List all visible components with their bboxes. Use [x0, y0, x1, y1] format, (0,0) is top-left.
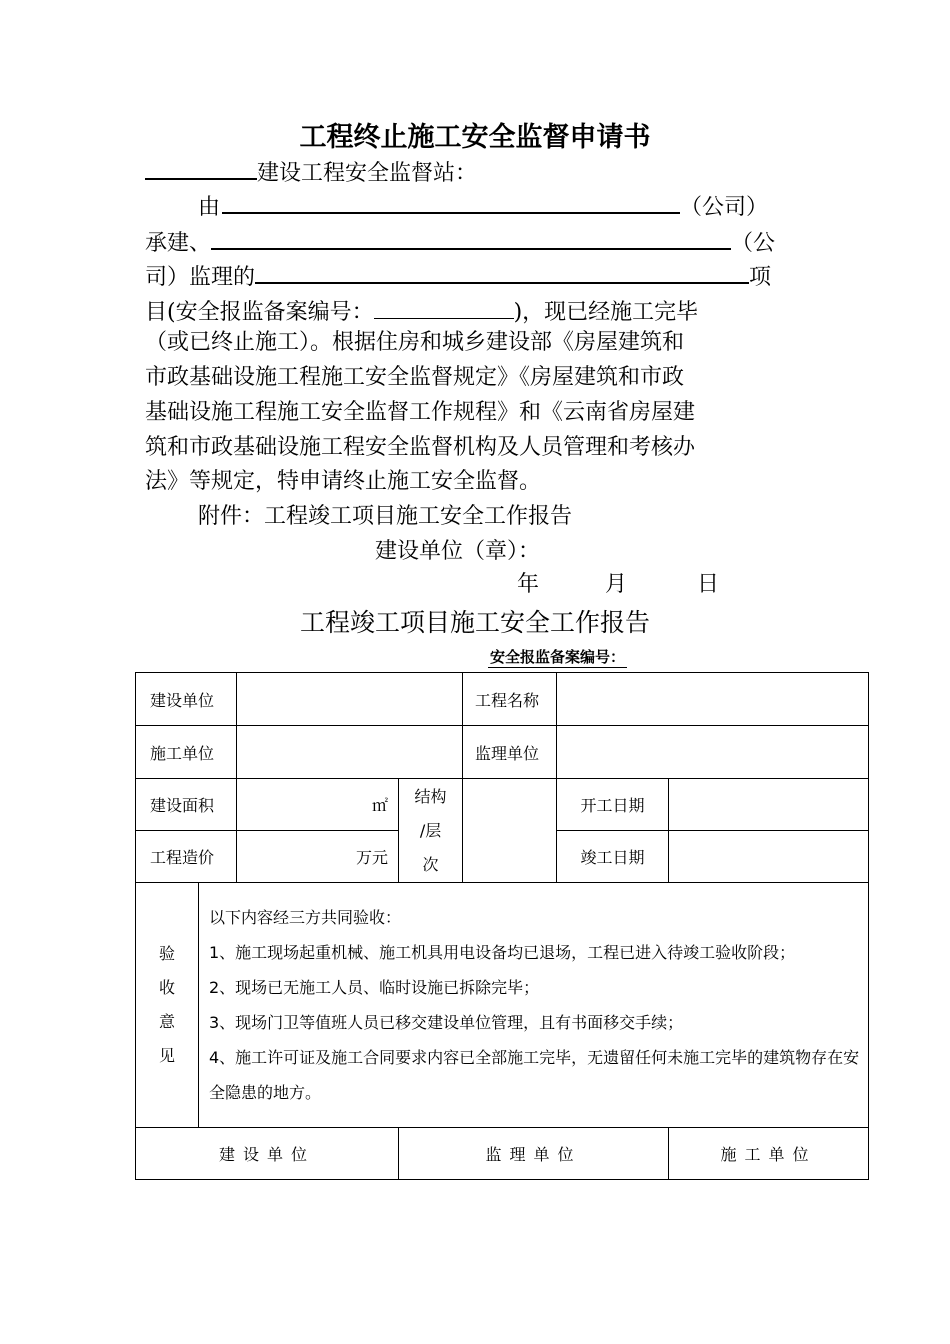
contractor-prefix: 承建、 — [145, 231, 212, 256]
body-line-4: 筑和市政基础设施工程安全监督机构及人员管理和考核办 — [145, 435, 696, 460]
addressee-suffix: 建设工程安全监督站： — [257, 161, 478, 186]
body-line-1: （或已终止施工）。根据住房和城乡建设部《房屋建筑和 — [145, 330, 685, 355]
label-structure-floors: 结构 /层 次 — [399, 779, 463, 883]
builder-suffix: （公司） — [680, 195, 769, 220]
report-table — [135, 672, 869, 1180]
table-row — [136, 883, 869, 1128]
construction-unit-cell[interactable] — [237, 673, 463, 726]
contractor-company-blank[interactable] — [211, 222, 731, 250]
body-line-5: 法》等规定，特申请终止施工安全监督。 — [145, 469, 542, 494]
table-row — [136, 779, 869, 831]
builder-unit-cell[interactable] — [237, 726, 463, 779]
label-construction-unit: 建设单位 — [136, 673, 237, 726]
report-record-number-label: 安全报监备案编号： — [490, 648, 626, 666]
application-title: 工程终止施工安全监督申请书 — [299, 122, 651, 153]
label-start-date: 开工日期 — [557, 779, 669, 831]
start-date-cell[interactable] — [669, 779, 869, 831]
label-completion-date: 竣工日期 — [557, 831, 669, 883]
contractor-suffix: （公 — [731, 231, 776, 256]
supervisor-prefix: 司）监理的 — [145, 265, 256, 290]
label-builder-unit: 施工单位 — [136, 726, 237, 779]
record-suffix: )，现已经施工完毕 — [513, 300, 699, 325]
supervisor-suffix: 项 — [749, 265, 772, 290]
signatory-builder-unit[interactable]: 施工单位 — [669, 1128, 869, 1180]
report-title: 工程竣工项目施工安全工作报告 — [299, 608, 650, 637]
body-line-2: 市政基础设施工程施工安全监督规定》《房屋建筑和市政 — [145, 365, 685, 390]
supervisor-line — [145, 256, 771, 295]
signature-line: 建设单位（章）： — [375, 539, 541, 564]
supervision-unit-cell[interactable] — [557, 726, 869, 779]
structure-floors-cell[interactable] — [463, 779, 557, 883]
acceptance-item-2: 2、现场已无施工人员、临时设施已拆除完毕； — [209, 978, 540, 997]
table-row — [136, 1128, 869, 1180]
label-building-area: 建设面积 — [136, 779, 237, 831]
table-row — [136, 673, 869, 726]
date-month: 月 — [605, 572, 628, 597]
body-line-3: 基础设施工程施工安全监督工作规程》和《云南省房屋建 — [145, 400, 696, 425]
completion-date-cell[interactable] — [669, 831, 869, 883]
signatory-supervision-unit[interactable]: 监理单位 — [399, 1128, 669, 1180]
record-number-blank[interactable] — [374, 292, 514, 319]
project-cost-cell[interactable]: 万元 — [237, 831, 399, 883]
builder-line — [198, 186, 768, 225]
label-acceptance-opinion: 验 收 意 见 — [136, 883, 199, 1128]
acceptance-item-1: 1、施工现场起重机械、施工机具用电设备均已退场，工程已进入待竣工验收阶段； — [209, 943, 796, 962]
acceptance-item-3: 3、现场门卫等值班人员已移交建设单位管理，且有书面移交手续； — [209, 1013, 684, 1032]
record-prefix: 目(安全报监备案编号： — [145, 300, 374, 325]
project-name-cell[interactable] — [557, 673, 869, 726]
record-line — [145, 292, 698, 330]
acceptance-intro: 以下内容经三方共同验收： — [209, 908, 402, 927]
label-project-cost: 工程造价 — [136, 831, 237, 883]
acceptance-content — [199, 883, 869, 1128]
label-supervision-unit: 监理单位 — [463, 726, 557, 779]
acceptance-item-4: 4、施工许可证及施工合同要求内容已全部施工完毕，无遗留任何未施工完毕的建筑物存在安全隐患的地方。 — [209, 1048, 860, 1102]
label-project-name: 工程名称 — [463, 673, 557, 726]
signatory-construction-unit[interactable]: 建设单位 — [136, 1128, 399, 1180]
station-name-blank[interactable] — [145, 152, 257, 180]
building-area-cell[interactable]: ㎡ — [237, 779, 399, 831]
builder-company-blank[interactable] — [222, 186, 680, 214]
date-year: 年 — [517, 572, 540, 597]
builder-prefix: 由 — [198, 195, 221, 220]
table-row — [136, 726, 869, 779]
date-day: 日 — [697, 572, 720, 597]
attachment-line: 附件：工程竣工项目施工安全工作报告 — [198, 504, 573, 529]
project-name-blank[interactable] — [255, 256, 749, 284]
